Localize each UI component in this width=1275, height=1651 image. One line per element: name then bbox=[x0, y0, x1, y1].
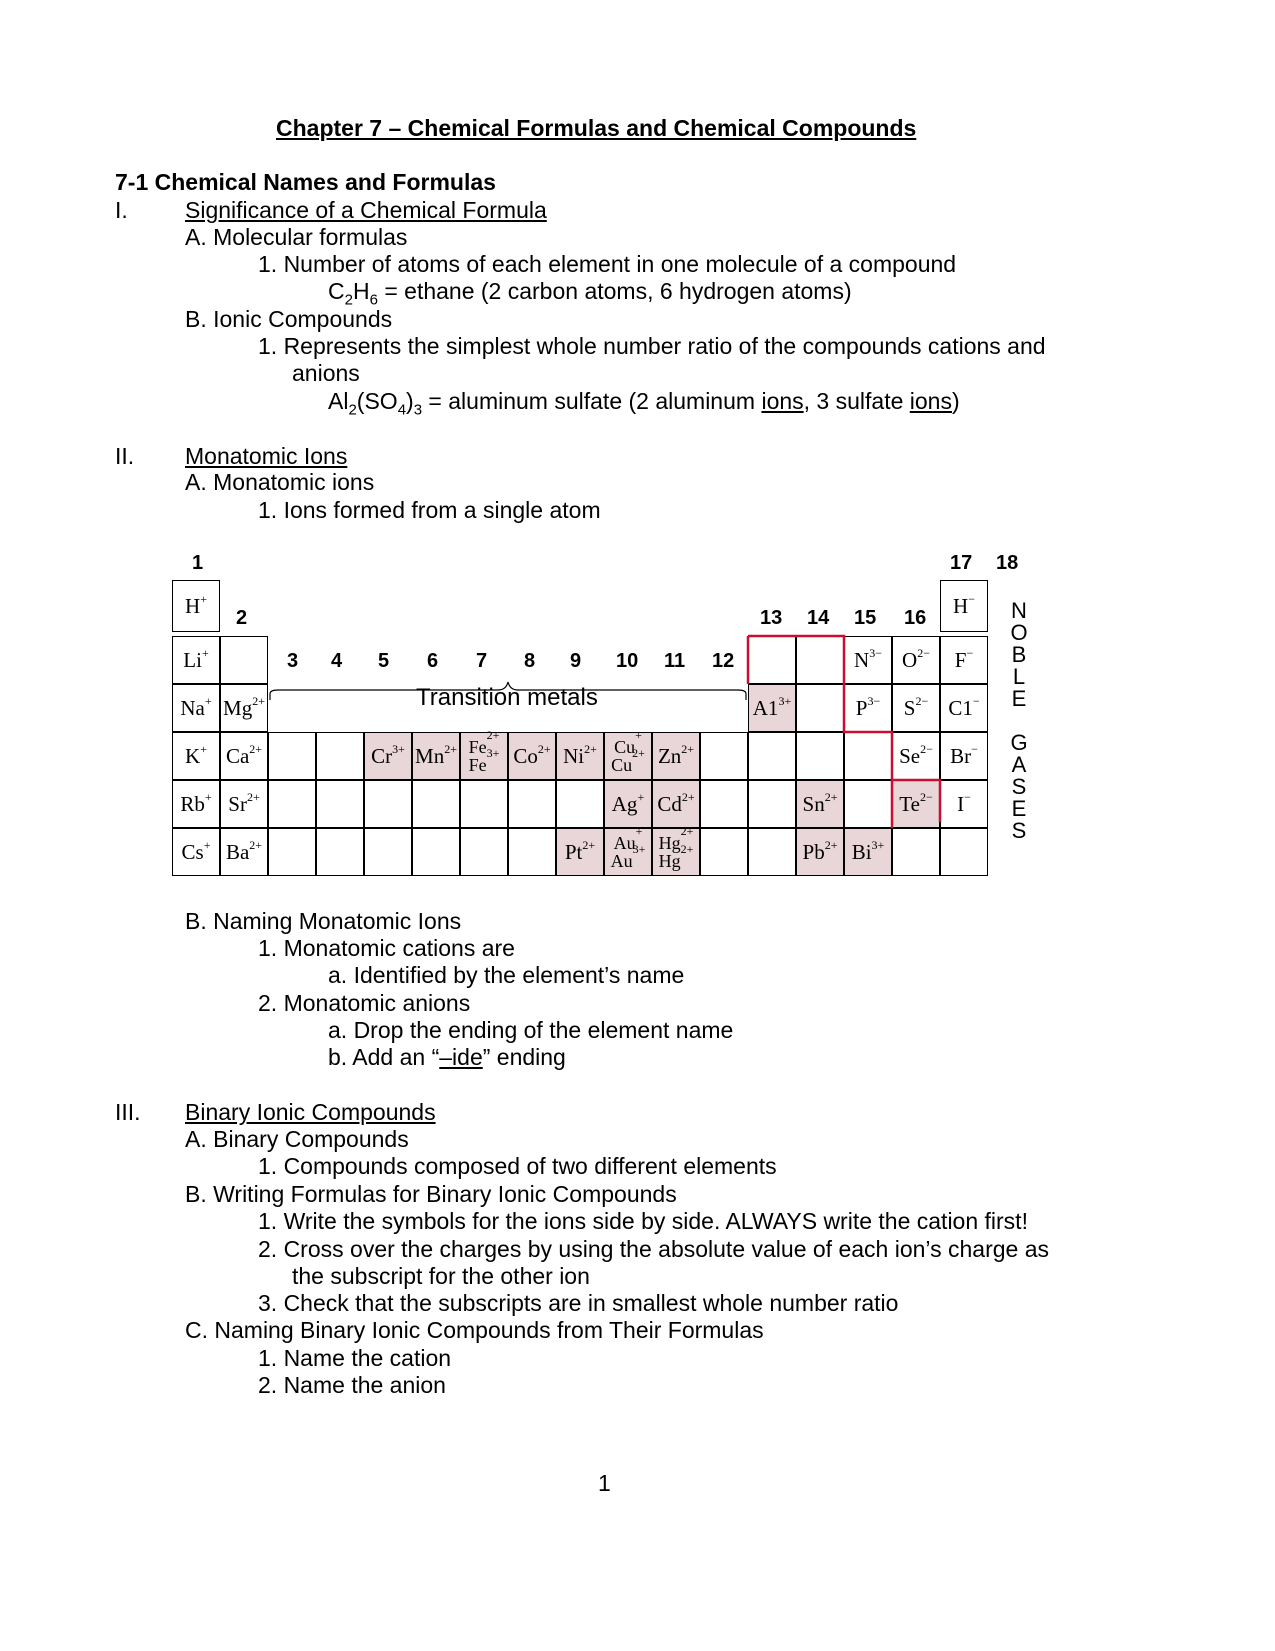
ion-cell: Se $^{2-}$ bbox=[892, 732, 940, 780]
ion-cell: F − bbox=[940, 636, 988, 684]
group-number: 2 bbox=[236, 607, 248, 629]
ion-cell: Cu+ $Cu^{2+}$ bbox=[604, 732, 652, 780]
ion-cell: Br − bbox=[940, 732, 988, 780]
ion-cell: K + bbox=[172, 732, 220, 780]
s2-item-b1: 1. Monatomic cations are bbox=[258, 935, 515, 961]
s1-item-a: A. Molecular formulas bbox=[185, 224, 408, 250]
cell-h-minus: H − bbox=[940, 580, 988, 632]
group-number: 12 bbox=[712, 650, 735, 672]
ion-cell: I − bbox=[940, 780, 988, 828]
group-number: 5 bbox=[378, 650, 390, 672]
ion-cell: Pt $^{2+}$ bbox=[556, 828, 604, 876]
ion-cell: C1 − bbox=[940, 684, 988, 732]
ion-cell: Rb + bbox=[172, 780, 220, 828]
ion-cell: O $^{2-}$ bbox=[892, 636, 940, 684]
s3-item-a1: 1. Compounds composed of two different elements bbox=[258, 1153, 777, 1179]
group-number: 9 bbox=[570, 650, 582, 672]
al-sulfate-end: ) bbox=[951, 388, 960, 414]
ion-cell: Co $^{2+}$ bbox=[508, 732, 556, 780]
group-number: 4 bbox=[331, 650, 343, 672]
periodic-table bbox=[170, 552, 1050, 922]
ion-cell: Na + bbox=[172, 684, 220, 732]
section-2-number: II. bbox=[115, 443, 135, 469]
s2-item-a1: 1. Ions formed from a single atom bbox=[258, 497, 601, 523]
ion-cell: Cd $^{2+}$ bbox=[652, 780, 700, 828]
ion-cell: Au+ $Au^{3+}$ bbox=[604, 828, 652, 876]
ion-cell: N $^{3-}$ bbox=[844, 636, 892, 684]
section-1-heading: Significance of a Chemical Formula bbox=[185, 197, 547, 223]
ion-cell: Cr $^{3+}$ bbox=[364, 732, 412, 780]
group-number: 6 bbox=[427, 650, 439, 672]
group-number: 1 bbox=[192, 552, 204, 574]
s3-item-b3: 3. Check that the subscripts are in smallest whole number ratio bbox=[258, 1290, 899, 1316]
group-number: 18 bbox=[996, 552, 1019, 574]
group-number: 13 bbox=[760, 607, 783, 629]
group-number: 16 bbox=[904, 607, 927, 629]
section-3-number: III. bbox=[115, 1099, 141, 1125]
ion-cell: Zn $^{2+}$ bbox=[652, 732, 700, 780]
s2-item-b2b: b. Add an “–ide” ending bbox=[328, 1044, 566, 1070]
ion-cell: P $^{3-}$ bbox=[844, 684, 892, 732]
ion-cell: Cs + bbox=[172, 828, 220, 876]
page-title: Chapter 7 – Chemical Formulas and Chemical Compounds bbox=[276, 115, 917, 141]
ion-cell: Mn $^{2+}$ bbox=[412, 732, 460, 780]
ion-cell: $Hg^{2+}$ $Hg^{2+}$ bbox=[652, 828, 700, 876]
ion-cell: Li + bbox=[172, 636, 220, 684]
s3-item-b: B. Writing Formulas for Binary Ionic Compounds bbox=[185, 1181, 677, 1207]
s2-item-b1a: a. Identified by the element’s name bbox=[328, 962, 685, 988]
s3-item-c1: 1. Name the cation bbox=[258, 1345, 452, 1371]
s3-item-a: A. Binary Compounds bbox=[185, 1126, 409, 1152]
section-3-heading: Binary Ionic Compounds bbox=[185, 1099, 436, 1125]
s2-item-a: A. Monatomic ions bbox=[185, 469, 375, 495]
ion-cell: Ca $^{2+}$ bbox=[220, 732, 268, 780]
ions-word: ions bbox=[909, 388, 952, 414]
ide-ending: –ide bbox=[439, 1044, 483, 1070]
s3-item-c: C. Naming Binary Ionic Compounds from Their Formulas bbox=[185, 1317, 764, 1343]
metal-nonmetal-boundary bbox=[170, 552, 1050, 922]
ion-cell: Ni $^{2+}$ bbox=[556, 732, 604, 780]
group-number: 11 bbox=[664, 650, 686, 672]
group-number: 17 bbox=[950, 552, 973, 574]
ion-cell: Mg $^{2+}$ bbox=[220, 684, 268, 732]
s1-example-ethane: $C_2H_6$ = ethane (2 carbon atoms, 6 hydrogen atoms) bbox=[328, 278, 852, 309]
s3-item-b2-cont: the subscript for the other ion bbox=[292, 1263, 590, 1289]
s2-item-b: B. Naming Monatomic Ions bbox=[185, 908, 462, 934]
ion-cell: Sr $^{2+}$ bbox=[220, 780, 268, 828]
s1-item-b: B. Ionic Compounds bbox=[185, 306, 393, 332]
ion-cell: Pb $^{2+}$ bbox=[796, 828, 844, 876]
section-heading: 7-1 Chemical Names and Formulas bbox=[115, 169, 496, 195]
group-number: 3 bbox=[287, 650, 299, 672]
ion-cell: S $^{2-}$ bbox=[892, 684, 940, 732]
ion-cell: Ba $^{2+}$ bbox=[220, 828, 268, 876]
s2-item-b2a: a. Drop the ending of the element name bbox=[328, 1017, 734, 1043]
s1-item-a1: 1. Number of atoms of each element in one molecule of a compound bbox=[258, 251, 957, 277]
ion-cell: Sn $^{2+}$ bbox=[796, 780, 844, 828]
ion-cell: Bi $^{3+}$ bbox=[844, 828, 892, 876]
page-number: 1 bbox=[598, 1470, 611, 1496]
section-1-number: I. bbox=[115, 197, 128, 223]
group-number: 7 bbox=[476, 650, 488, 672]
ions-word: ions bbox=[761, 388, 804, 414]
s1-item-b1: 1. Represents the simplest whole number ratio of the compounds cations and bbox=[258, 333, 1046, 359]
group-number: 15 bbox=[854, 607, 877, 629]
ethane-text: = ethane (2 carbon atoms, 6 hydrogen atoms) bbox=[377, 278, 852, 304]
s1-item-b1-cont: anions bbox=[292, 360, 360, 386]
s3-item-b2: 2. Cross over the charges by using the absolute value of each ion’s charge as bbox=[258, 1236, 1049, 1262]
al-sulfate-mid: , 3 sulfate bbox=[803, 388, 910, 414]
group-number: 14 bbox=[807, 607, 830, 629]
ion-cell: A1 $^{3+}$ bbox=[748, 684, 796, 732]
s1-example-al-sulfate: $Al_2(SO_4)_3$ = aluminum sulfate (2 aluminum ions, 3 sulfate ions) bbox=[328, 388, 960, 419]
ion-cell: Ag + bbox=[604, 780, 652, 828]
cell-h-plus: H + bbox=[172, 580, 220, 632]
ion-cell: Te $^{2-}$ bbox=[892, 780, 940, 828]
s3-item-c2: 2. Name the anion bbox=[258, 1372, 446, 1398]
transition-metals-label: Transition metals bbox=[416, 684, 598, 711]
noble-gases-label: N O B L E G A S E S bbox=[1010, 598, 1028, 843]
al-sulfate-text: = aluminum sulfate (2 aluminum bbox=[422, 388, 762, 414]
group-number: 8 bbox=[524, 650, 536, 672]
ion-cell: $Fe^{2+}$ $Fe^{3+}$ bbox=[460, 732, 508, 780]
s2-item-b2: 2. Monatomic anions bbox=[258, 990, 471, 1016]
group-number: 10 bbox=[616, 650, 639, 672]
s3-item-b1: 1. Write the symbols for the ions side by side. ALWAYS write the cation first! bbox=[258, 1208, 1028, 1234]
section-2-heading: Monatomic Ions bbox=[185, 443, 348, 469]
